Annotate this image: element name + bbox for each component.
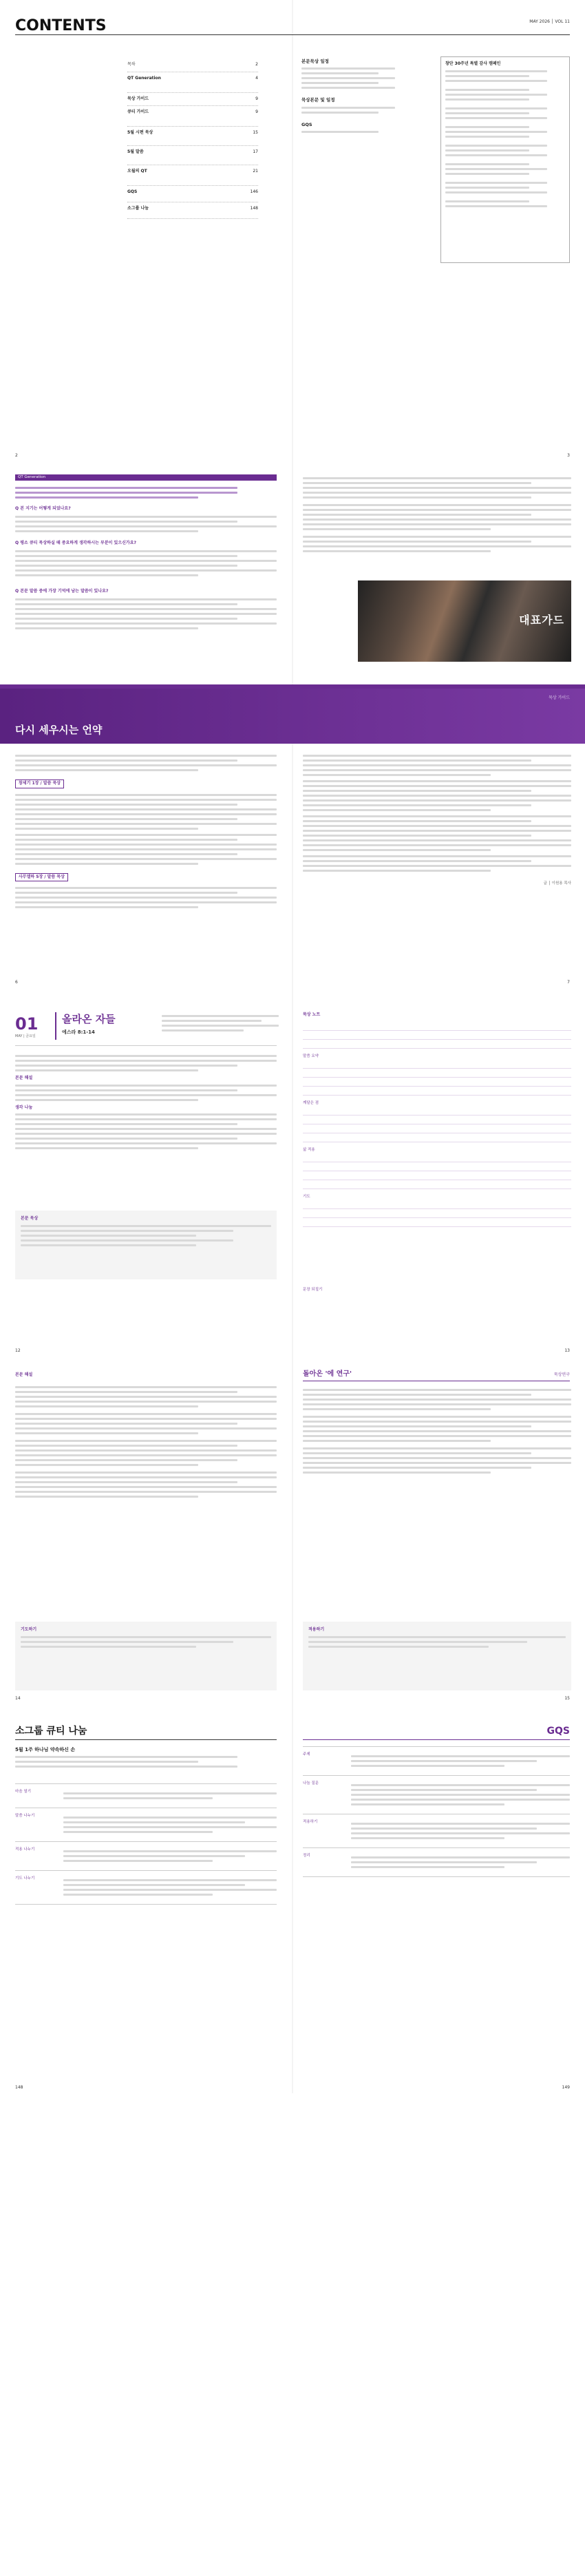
tag-box (15, 1211, 277, 1279)
toc-item[interactable]: 목차 2 (127, 59, 258, 72)
guide-spread (0, 689, 585, 992)
prayer-box (15, 1622, 277, 1690)
interview-photo (358, 580, 571, 662)
guide-subheading: 창세기 1장 / 말씀 묵상 (15, 779, 64, 788)
answer-text (15, 547, 277, 579)
research-body-left (15, 1383, 277, 1500)
page-number: 2 (15, 453, 18, 459)
day-reference: 에스라 8:1-14 (62, 1029, 95, 1035)
box-label: 본문 묵상 (21, 1216, 39, 1221)
day-title: 올라온 자들 (62, 1013, 116, 1025)
gqs-row (303, 1746, 570, 1775)
gqs-heading: GQS (301, 121, 312, 127)
section-heading: 본문 해설 (15, 1076, 33, 1080)
row-label: 말씀 나누기 (15, 1814, 35, 1818)
page-number: 14 (15, 1696, 21, 1701)
day-number: 01 (15, 1014, 39, 1034)
gqs-title: GQS (546, 1726, 570, 1737)
gqs-row (303, 1775, 570, 1814)
right-answer-text (303, 474, 571, 555)
question: Q 본 지기는 어떻게 되었나요? (15, 506, 71, 511)
sharing-row (15, 1808, 277, 1841)
gutter (292, 992, 293, 1360)
row-label: 적용 나누기 (15, 1847, 35, 1852)
schedule-subheading: 묵상본문 및 일정 (301, 97, 335, 103)
apply-box (303, 1622, 571, 1690)
gqs-row (303, 1847, 570, 1877)
row-label: 나눔 질문 (303, 1781, 319, 1786)
notes-footer: 문장 되짚기 (303, 1288, 323, 1292)
answer-text (15, 513, 277, 535)
page-number: 15 (564, 1696, 570, 1701)
smallgroup-title: 소그룹 큐티 나눔 (15, 1726, 87, 1737)
interview-spread (0, 465, 585, 689)
page-number: 3 (567, 453, 570, 459)
guide-title: 다시 세우시는 언약 (15, 724, 103, 736)
guide-body-left (15, 752, 277, 911)
divider (15, 1739, 277, 1740)
page-number: 12 (15, 1348, 21, 1354)
research-spread (0, 1360, 585, 1708)
guide-author: 글 │ 이원용 목사 (543, 881, 571, 886)
toc-item[interactable]: QT Generation 4 (127, 72, 258, 93)
question: Q 본문 말씀 중에 가장 기억에 남는 말씀이 있나요? (15, 589, 109, 594)
intro-text (15, 484, 277, 501)
gutter (292, 465, 293, 689)
guide-kicker: 묵상 가이드 (549, 695, 570, 700)
divider (303, 1739, 570, 1740)
section-heading: 생각 나눔 (15, 1104, 33, 1110)
row-label: 정리 (303, 1854, 310, 1858)
box-label: 적용하기 (308, 1627, 325, 1632)
toc-item[interactable]: 5월 시편 묵상 15 (127, 127, 258, 146)
research-title: 돌아온 '에 연구' (303, 1370, 352, 1378)
title-rule (15, 34, 570, 35)
research-body-right (303, 1386, 571, 1476)
toc-item[interactable]: 소그룹 나눔 148 (127, 202, 258, 219)
issue-label: MAY 2026 │ VOL 11 (529, 19, 570, 24)
guide-subheading: 사무엘하 5장 / 말씀 묵상 (15, 873, 68, 882)
campaign-heading: 창단 30주년 특별 감사 캠페인 (445, 61, 501, 66)
notes-label: 삶 적용 (303, 1147, 315, 1152)
smallgroup-spread (0, 1708, 585, 2576)
sharing-table (15, 1783, 277, 1905)
row-label: 마음 열기 (15, 1790, 32, 1794)
gqs-table (303, 1746, 570, 1877)
row-label: 기도 나누기 (15, 1876, 35, 1881)
gutter (292, 0, 293, 465)
sharing-row (15, 1783, 277, 1808)
notes-label: 말씀 요약 (303, 1054, 319, 1058)
page-number: 149 (562, 2085, 570, 2090)
toc-item[interactable]: GQS 146 (127, 186, 258, 202)
page-number: 148 (15, 2085, 23, 2090)
notes-area[interactable] (303, 1022, 571, 1227)
toc-item[interactable]: 오월의 QT 21 (127, 165, 258, 186)
row-label: 적용하기 (303, 1820, 318, 1824)
notes-label: 기도 (303, 1194, 310, 1199)
gqs-row (303, 1814, 570, 1847)
week-heading: 5월 1주 하나님 약속하신 손 (15, 1747, 76, 1752)
week-block (15, 1746, 277, 1770)
scripture-body (15, 1052, 277, 1152)
toc-item[interactable]: 5월 말씀 17 (127, 146, 258, 165)
page-number: 13 (564, 1348, 570, 1354)
schedule-block (301, 59, 412, 136)
photo-caption: 대표가드 (519, 614, 564, 627)
toc-item[interactable]: 묵상 가이드 9 (127, 93, 258, 107)
schedule-heading: 본문묵상 일정 (301, 59, 329, 64)
day01-spread (0, 992, 585, 1360)
title-divider (55, 1012, 56, 1040)
toc-item[interactable]: 큐티 가이드 9 (127, 106, 258, 127)
gutter (292, 744, 293, 992)
section-tag: 본문 해설 (15, 1372, 33, 1377)
research-tag: 묵상연구 (553, 1372, 570, 1377)
day-weekday: MAY | 금요일 (15, 1034, 36, 1038)
divider (15, 1045, 277, 1046)
gutter (292, 1708, 293, 2093)
row-label: 주제 (303, 1752, 310, 1757)
eyebrow-bar: QT Generation (15, 474, 277, 481)
toc-list (127, 59, 258, 219)
guide-banner (0, 689, 585, 744)
answer-text (15, 596, 277, 632)
notes-label: 깨달은 점 (303, 1100, 319, 1105)
day-summary (162, 1012, 279, 1034)
contents-spread (0, 0, 585, 465)
box-label: 기도하기 (21, 1627, 37, 1632)
gutter (292, 1360, 293, 1708)
contents-title: CONTENTS (15, 17, 107, 34)
question: Q 평소 큐티 묵상하실 때 중요하게 생각하시는 부분이 있으신가요? (15, 541, 136, 545)
campaign-box (440, 56, 570, 263)
sharing-row (15, 1841, 277, 1870)
page-number: 6 (15, 980, 18, 985)
guide-body-right (303, 752, 571, 887)
sharing-row (15, 1870, 277, 1905)
page-number: 7 (567, 980, 570, 985)
notes-heading: 묵상 노트 (303, 1012, 321, 1017)
